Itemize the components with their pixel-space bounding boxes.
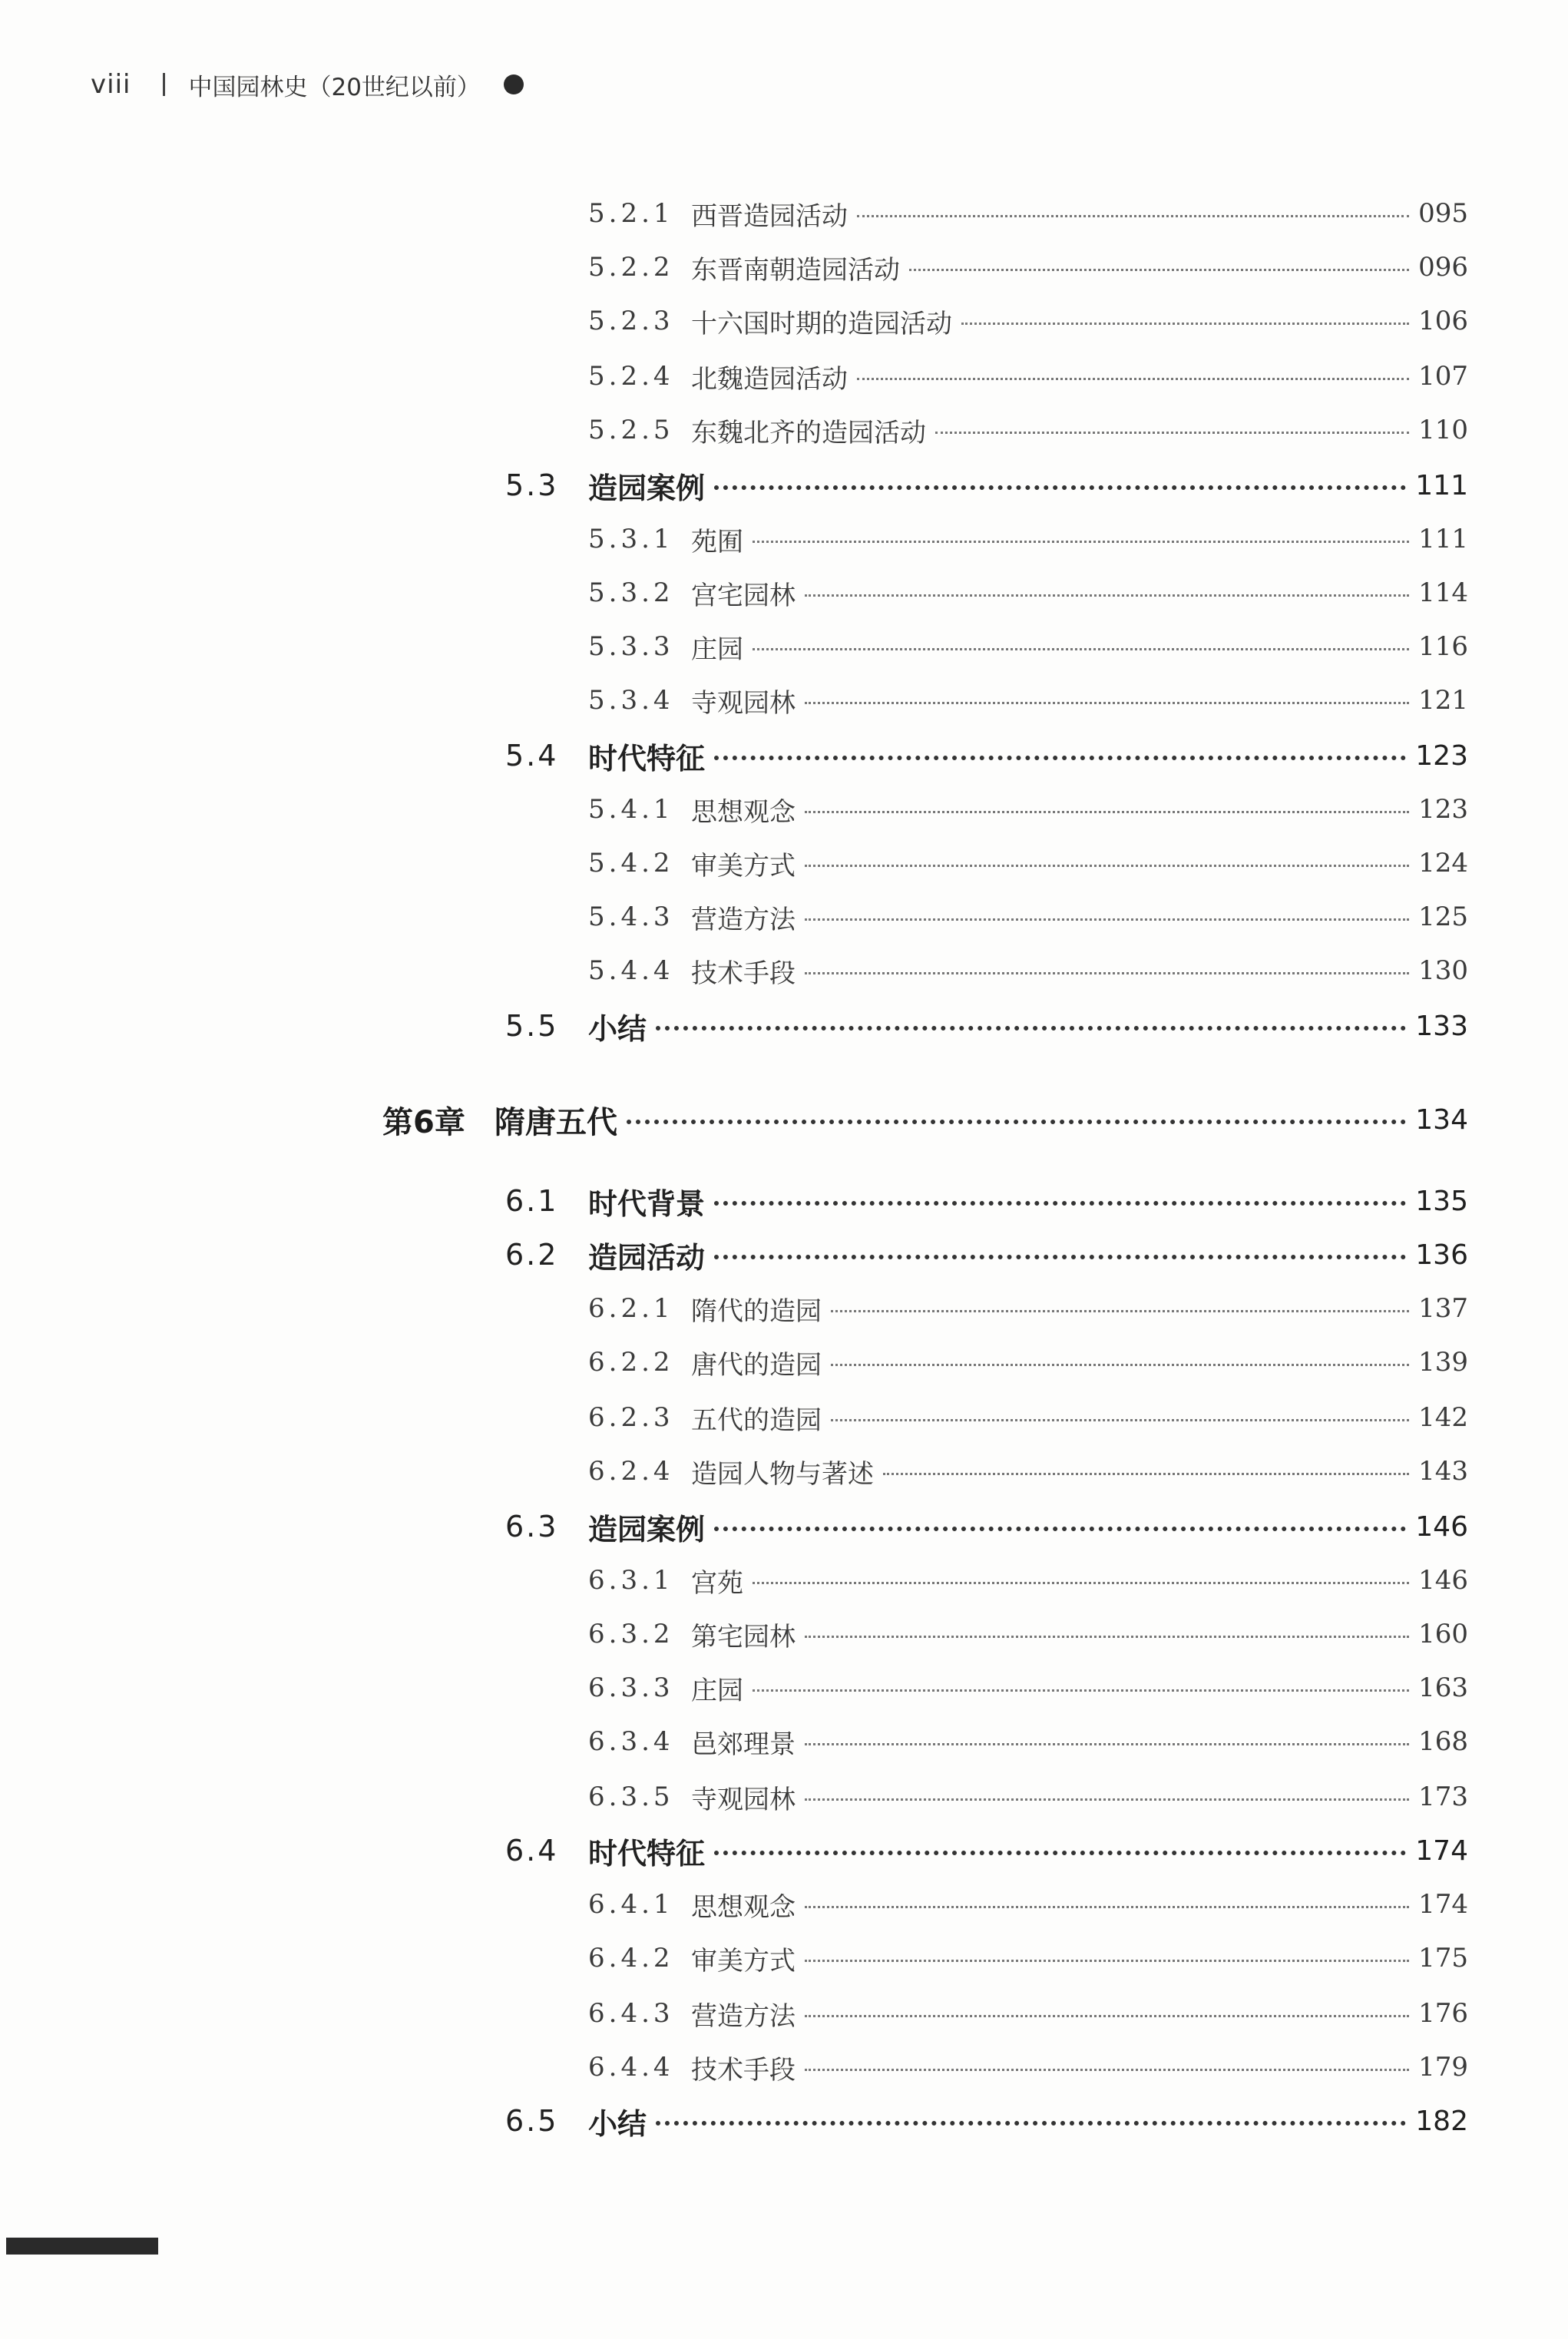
entry-number: 6.3.3 <box>588 1672 674 1703</box>
entry-page: 096 <box>1418 252 1468 283</box>
dot-leader <box>714 485 1406 490</box>
entry-page: 143 <box>1418 1456 1468 1487</box>
dot-leader <box>805 1906 1409 1908</box>
entry-title: 第宅园林 <box>691 1621 796 1653</box>
entry-number: 5.4.4 <box>588 955 674 986</box>
entry-title: 北魏造园活动 <box>691 363 848 395</box>
entry-title: 十六国时期的造园活动 <box>691 308 952 339</box>
section-page: 135 <box>1415 1185 1468 1217</box>
toc-entry[interactable] <box>588 573 1468 613</box>
entry-title: 宫苑 <box>691 1567 743 1599</box>
toc-entry[interactable] <box>588 1614 1468 1654</box>
entry-number: 6.2.3 <box>588 1402 674 1433</box>
section-number: 5.3 <box>505 468 559 502</box>
chapter-number: 第6章 <box>382 1104 465 1140</box>
toc-section[interactable] <box>505 1829 1468 1872</box>
entry-title: 东晋南朝造园活动 <box>691 254 900 286</box>
entry-page: 174 <box>1418 1889 1468 1920</box>
dot-leader <box>753 648 1409 650</box>
dot-leader <box>805 811 1409 813</box>
toc-entry[interactable] <box>588 1398 1468 1437</box>
dot-leader <box>805 972 1409 974</box>
toc-entry[interactable] <box>588 194 1468 233</box>
dot-leader <box>935 432 1409 434</box>
dot-leader <box>831 1310 1409 1312</box>
dot-leader <box>805 2069 1409 2071</box>
entry-title: 技术手段 <box>691 958 796 989</box>
entry-page: 107 <box>1418 361 1468 392</box>
toc-entry[interactable] <box>588 1777 1468 1817</box>
dot-leader <box>714 1851 1406 1855</box>
toc-entry[interactable] <box>588 301 1468 341</box>
entry-title: 庄园 <box>691 1675 743 1706</box>
toc-entry[interactable] <box>588 627 1468 667</box>
section-title: 小结 <box>588 2106 647 2141</box>
toc-section[interactable] <box>505 1179 1468 1222</box>
dot-leader <box>831 1419 1409 1421</box>
entry-number: 5.3.1 <box>588 524 674 554</box>
toc-entry[interactable] <box>588 1342 1468 1382</box>
entry-number: 6.3.2 <box>588 1619 674 1649</box>
entry-title: 寺观园林 <box>691 1784 796 1815</box>
entry-number: 5.4.2 <box>588 848 674 878</box>
entry-number: 5.4.1 <box>588 794 674 825</box>
entry-page: 142 <box>1418 1402 1468 1433</box>
entry-page: 160 <box>1418 1619 1468 1649</box>
toc-section[interactable] <box>505 464 1468 507</box>
section-title: 造园案例 <box>588 471 706 505</box>
toc-entry[interactable] <box>588 897 1468 937</box>
dot-leader <box>753 1689 1409 1692</box>
entry-title: 隋代的造园 <box>691 1295 822 1327</box>
entry-number: 6.4.2 <box>588 1943 674 1973</box>
header-bullet-icon <box>504 74 524 94</box>
dot-leader <box>714 1527 1406 1531</box>
dot-leader <box>857 215 1409 217</box>
entry-number: 6.3.1 <box>588 1565 674 1596</box>
entry-page: 116 <box>1418 631 1468 662</box>
section-number: 6.4 <box>505 1834 559 1868</box>
toc-entry[interactable] <box>588 519 1468 559</box>
entry-page: 130 <box>1418 955 1468 986</box>
entry-number: 5.3.3 <box>588 631 674 662</box>
toc-section[interactable] <box>505 1233 1468 1276</box>
toc-section[interactable] <box>505 1505 1468 1548</box>
entry-number: 6.4.3 <box>588 1998 674 2029</box>
entry-title: 寺观园林 <box>691 687 796 719</box>
entry-title: 邑郊理景 <box>691 1729 796 1760</box>
dot-leader <box>805 1960 1409 1962</box>
entry-title: 营造方法 <box>691 2000 796 2032</box>
dot-leader <box>805 702 1409 704</box>
entry-title: 苑囿 <box>691 526 743 557</box>
toc-entry[interactable] <box>588 1668 1468 1708</box>
section-title: 小结 <box>588 1011 647 1046</box>
dot-leader <box>961 323 1409 325</box>
section-title: 时代特征 <box>588 741 706 776</box>
entry-number: 5.3.4 <box>588 685 674 716</box>
toc-entry[interactable] <box>588 356 1468 396</box>
dot-leader <box>805 1743 1409 1745</box>
entry-page: 139 <box>1418 1347 1468 1378</box>
entry-page: 179 <box>1418 2052 1468 2083</box>
toc-section[interactable] <box>505 1004 1468 1047</box>
entry-page: 123 <box>1418 794 1468 825</box>
section-page: 146 <box>1415 1510 1468 1543</box>
section-number: 6.1 <box>505 1184 559 1218</box>
toc-entry[interactable] <box>588 1938 1468 1978</box>
section-page: 133 <box>1415 1010 1468 1042</box>
section-number: 5.4 <box>505 739 559 772</box>
dot-leader <box>805 2015 1409 2017</box>
dot-leader <box>714 756 1406 760</box>
footer-bar <box>6 2238 158 2255</box>
entry-title: 宫宅园林 <box>691 580 796 611</box>
entry-page: 111 <box>1418 524 1468 554</box>
toc-entry[interactable] <box>588 1993 1468 2033</box>
toc-entry[interactable] <box>588 843 1468 883</box>
dot-leader <box>656 2121 1406 2126</box>
toc-chapter[interactable] <box>382 1097 1468 1143</box>
entry-page: 168 <box>1418 1726 1468 1757</box>
running-header <box>91 61 524 108</box>
toc-entry[interactable] <box>588 410 1468 450</box>
toc-entry[interactable] <box>588 789 1468 829</box>
dot-leader <box>909 269 1409 271</box>
dot-leader <box>627 1120 1406 1124</box>
entry-page: 175 <box>1418 1943 1468 1973</box>
dot-leader <box>753 1582 1409 1584</box>
dot-leader <box>714 1201 1406 1206</box>
section-number: 6.5 <box>505 2104 559 2138</box>
section-number: 6.2 <box>505 1238 559 1272</box>
entry-page: 173 <box>1418 1782 1468 1812</box>
entry-title: 技术手段 <box>691 2054 796 2086</box>
dot-leader <box>857 378 1409 380</box>
entry-number: 5.2.1 <box>588 198 674 229</box>
entry-number: 5.3.2 <box>588 577 674 608</box>
entry-number: 6.2.2 <box>588 1347 674 1378</box>
dot-leader <box>805 1636 1409 1638</box>
entry-page: 146 <box>1418 1565 1468 1596</box>
dot-leader <box>883 1473 1409 1475</box>
dot-leader <box>831 1364 1409 1366</box>
entry-number: 5.2.3 <box>588 306 674 336</box>
entry-title: 营造方法 <box>691 904 796 935</box>
entry-title: 审美方式 <box>691 850 796 882</box>
entry-number: 6.4.4 <box>588 2052 674 2083</box>
entry-number: 6.3.5 <box>588 1782 674 1812</box>
entry-number: 6.2.4 <box>588 1456 674 1487</box>
entry-page: 110 <box>1418 415 1468 445</box>
entry-title: 思想观念 <box>691 796 796 828</box>
section-page: 123 <box>1415 739 1468 772</box>
dot-leader <box>656 1026 1406 1031</box>
chapter-title: 隋唐五代 <box>495 1104 617 1140</box>
dot-leader <box>805 1798 1409 1801</box>
entry-page: 095 <box>1418 198 1468 229</box>
entry-title: 造园人物与著述 <box>691 1458 874 1490</box>
entry-number: 6.4.1 <box>588 1889 674 1920</box>
dot-leader <box>805 918 1409 921</box>
section-title: 造园活动 <box>588 1240 706 1275</box>
section-page: 174 <box>1415 1834 1468 1867</box>
section-page: 182 <box>1415 2105 1468 2137</box>
dot-leader <box>714 1255 1406 1259</box>
entry-number: 6.2.1 <box>588 1293 674 1324</box>
toc-section[interactable] <box>505 2099 1468 2142</box>
toc-entry[interactable] <box>588 1884 1468 1924</box>
toc-entry[interactable] <box>588 1560 1468 1600</box>
toc-entry[interactable] <box>588 1289 1468 1328</box>
entry-number: 5.2.2 <box>588 252 674 283</box>
book-title: 中国园林史（20世纪以前） <box>188 73 481 101</box>
toc-entry[interactable] <box>588 680 1468 720</box>
section-number: 6.3 <box>505 1510 559 1543</box>
dot-leader <box>805 594 1409 597</box>
entry-title: 思想观念 <box>691 1891 796 1923</box>
section-number: 5.5 <box>505 1009 559 1043</box>
dot-leader <box>753 541 1409 543</box>
toc-entry[interactable] <box>588 2047 1468 2087</box>
page-folio: viii <box>91 69 131 100</box>
toc-entry[interactable] <box>588 951 1468 991</box>
entry-number: 5.2.4 <box>588 361 674 392</box>
toc-entry[interactable] <box>588 1722 1468 1762</box>
entry-title: 西晋造园活动 <box>691 200 848 232</box>
entry-page: 124 <box>1418 848 1468 878</box>
entry-number: 6.3.4 <box>588 1726 674 1757</box>
entry-title: 唐代的造园 <box>691 1349 822 1381</box>
entry-title: 东魏北齐的造园活动 <box>691 417 926 448</box>
toc-section[interactable] <box>505 734 1468 777</box>
section-title: 时代特征 <box>588 1836 706 1871</box>
entry-page: 125 <box>1418 902 1468 932</box>
entry-number: 5.2.5 <box>588 415 674 445</box>
section-page: 136 <box>1415 1239 1468 1271</box>
header-divider <box>163 73 165 96</box>
toc-entry[interactable] <box>588 247 1468 287</box>
entry-title: 庄园 <box>691 634 743 665</box>
entry-page: 106 <box>1418 306 1468 336</box>
dot-leader <box>805 865 1409 867</box>
entry-page: 137 <box>1418 1293 1468 1324</box>
chapter-page: 134 <box>1415 1103 1468 1136</box>
section-title: 时代背景 <box>588 1186 706 1221</box>
section-page: 111 <box>1415 469 1468 501</box>
entry-page: 176 <box>1418 1998 1468 2029</box>
entry-number: 5.4.3 <box>588 902 674 932</box>
toc-entry[interactable] <box>588 1451 1468 1491</box>
entry-title: 审美方式 <box>691 1945 796 1977</box>
section-title: 造园案例 <box>588 1512 706 1547</box>
entry-title: 五代的造园 <box>691 1404 822 1436</box>
entry-page: 163 <box>1418 1672 1468 1703</box>
entry-page: 114 <box>1418 577 1468 608</box>
entry-page: 121 <box>1418 685 1468 716</box>
